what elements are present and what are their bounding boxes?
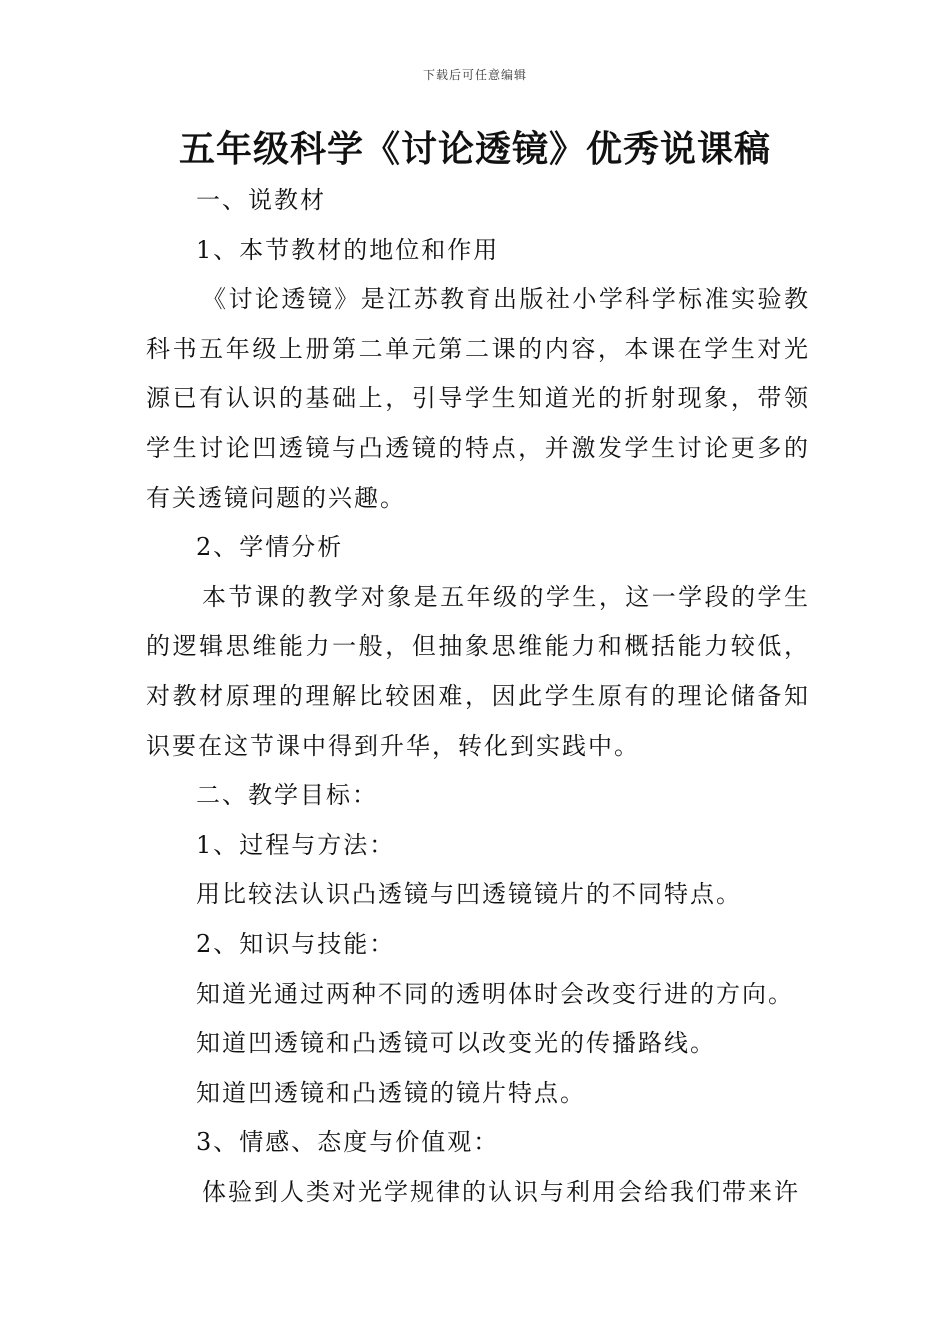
paragraph-1-line: 科书五年级上册第二单元第二课的内容，本课在学生对光 [146,334,810,363]
subsection-heading-2-2: 2、知识与技能： [196,929,396,958]
paragraph-1-line: 《讨论透镜》是江苏教育出版社小学科学标准实验教 [202,285,810,314]
paragraph-1-line: 有关透镜问题的兴趣。 [146,483,406,512]
subsection-heading-1-2: 2、学情分析 [196,533,344,562]
paragraph-1 [146,275,810,523]
header-note: 下载后可任意编辑 [422,68,527,82]
subsection-2-2-item: 知道凹透镜和凸透镜可以改变光的传播路线。 [196,1029,716,1058]
subsection-2-1-text: 用比较法认识凸透镜与凹透镜镜片的不同特点。 [196,880,742,909]
document-title: 五年级科学《讨论透镜》优秀说课稿 [178,129,771,170]
paragraph-2-line: 识要在这节课中得到升华，转化到实践中。 [146,731,640,760]
subsection-heading-2-3: 3、情感、态度与价值观： [196,1128,500,1157]
subsection-2-3-text: 体验到人类对光学规律的认识与利用会给我们带来许 [202,1177,800,1206]
subsection-2-2-item: 知道光通过两种不同的透明体时会改变行进的方向。 [196,979,794,1008]
paragraph-2-line: 本节课的教学对象是五年级的学生，这一学段的学生 [202,582,810,611]
section-heading-1: 一、说教材 [196,186,326,214]
paragraph-1-line: 源已有认识的基础上，引导学生知道光的折射现象，带领 [146,384,810,413]
subsection-2-2-item: 知道凹透镜和凸透镜的镜片特点。 [196,1078,586,1107]
section-heading-2: 二、教学目标： [196,781,378,810]
subsection-heading-1-1: 1、本节教材的地位和作用 [196,235,500,264]
paragraph-2-line: 的逻辑思维能力一般，但抽象思维能力和概括能力较低， [146,632,810,661]
document-body [146,176,810,1217]
paragraph-1-line: 学生讨论凹透镜与凸透镜的特点，并激发学生讨论更多的 [146,433,810,462]
paragraph-2 [146,573,810,771]
subsection-heading-2-1: 1、过程与方法： [196,830,396,859]
paragraph-2-line: 对教材原理的理解比较困难，因此学生原有的理论储备知 [146,681,810,710]
